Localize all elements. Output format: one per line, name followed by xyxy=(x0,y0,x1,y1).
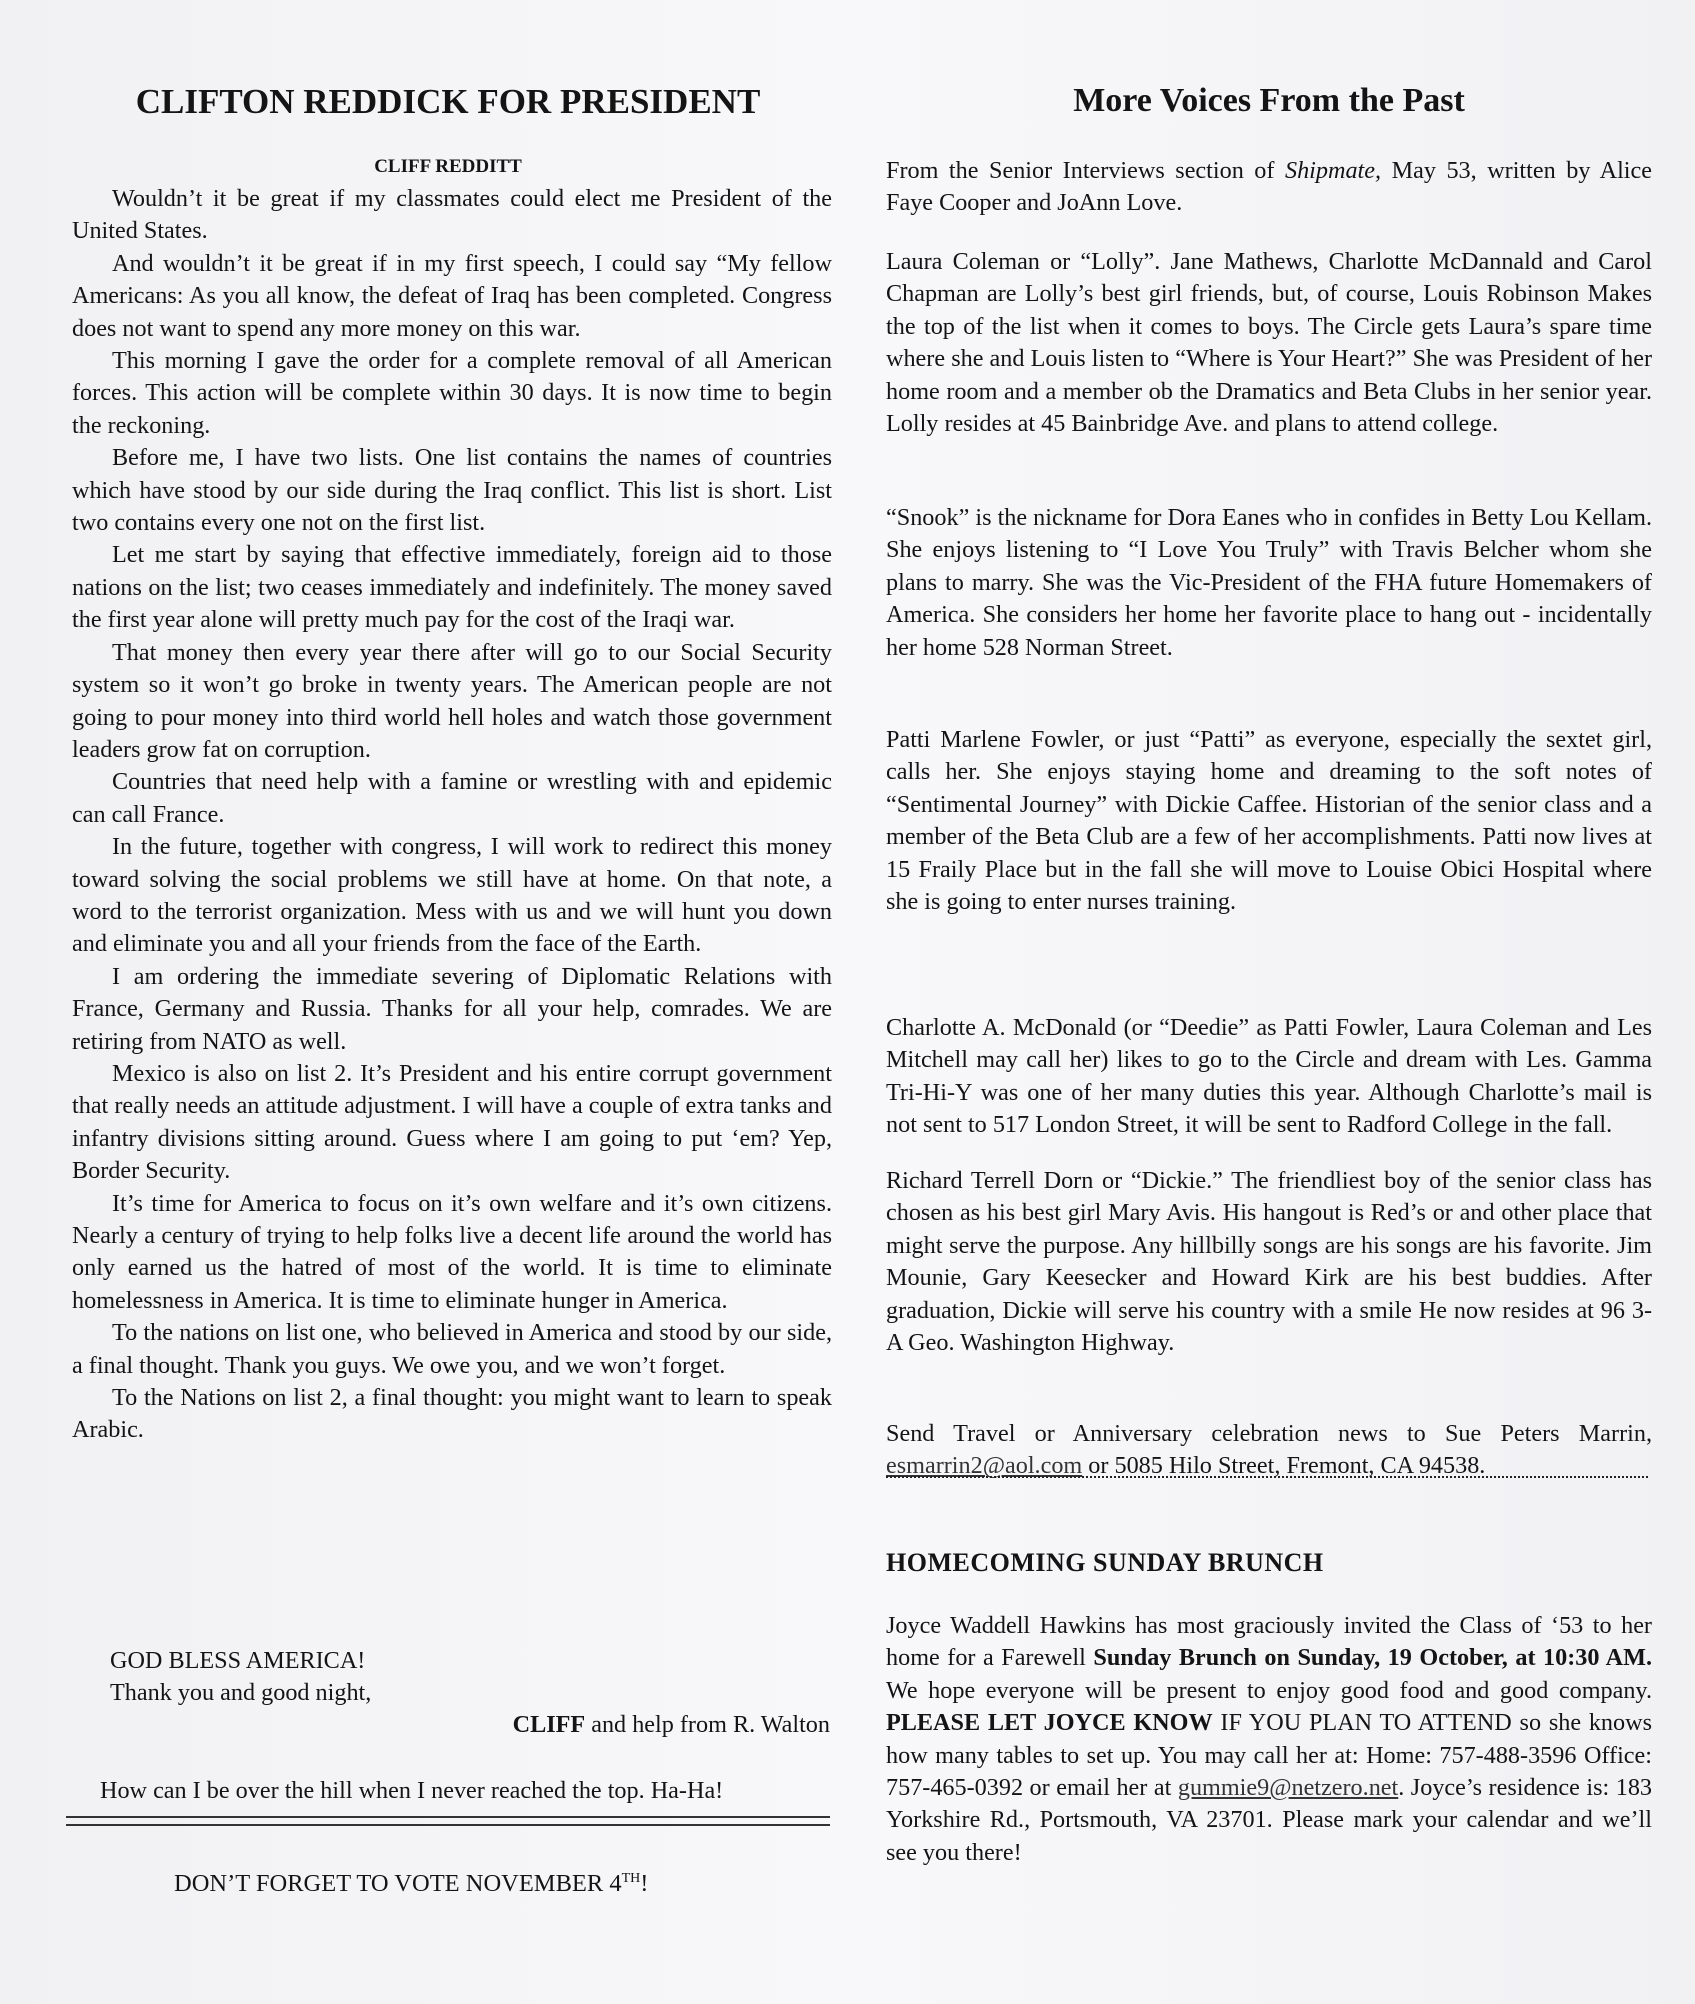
paragraph: Let me start by saying that effective immediately, foreign aid to those nations on the list; two ceases immediately and indefinitely. The money saved the first year alone will pretty much pay for the cost of the Iraqi war. xyxy=(72,541,832,634)
brunch-date: Sunday Brunch on Sunday, 19 October, at 10:30 AM. xyxy=(1093,1644,1652,1672)
closing-thanks: Thank you and good night, xyxy=(110,1679,372,1706)
brunch-paragraph xyxy=(886,1610,1652,1869)
signature xyxy=(513,1709,830,1741)
signature-name: CLIFF xyxy=(512,1711,586,1738)
dotted-divider xyxy=(886,1474,1648,1478)
paragraph: To the nations on list one, who believed in America and stood by our side, a final thought. Thank you guys. We owe you, and we won’t forget. xyxy=(72,1319,832,1379)
closing-bless: GOD BLESS AMERICA! xyxy=(110,1647,366,1674)
profile-paragraph: Laura Coleman or “Lolly”. Jane Mathews, Charlotte McDannald and Carol Chapman are Lolly’s best girl friends, but, of course, Louis Robinson Makes the top of the list when it comes to boys. The Circle gets Laura’s spare time where she and Louis listen to “Where is Your Heart?” She was President of her home room and a member ob the Dramatics and Beta Clubs in her senior year. Lolly resides at 45 Bainbridge Ave. and plans to attend college. xyxy=(886,248,1652,438)
paragraph: Mexico is also on list 2. It’s President and his entire corrupt government that really needs an attitude adjustment. I will have a couple of extra tanks and infantry divisions sitting around. Guess where I am going to put ‘em? Yep, Border Security. xyxy=(72,1059,832,1185)
brunch-text-end: . Joyce’s residence is: 183 Yorkshire Rd., Portsmouth, VA 23701. Please mark your calendar and we’ll see you there! xyxy=(886,1774,1653,1866)
brunch-rsvp: PLEASE LET JOYCE KNOW xyxy=(886,1709,1213,1737)
brunch-heading: HOMECOMING SUNDAY BRUNCH xyxy=(886,1548,1324,1577)
brunch-text: We hope everyone will be present to enjoy good food and good company. xyxy=(886,1676,1652,1704)
paragraph: And wouldn’t it be great if in my first speech, I could say “My fellow Americans: As you all know, the defeat of Iraq has been completed. Congress does not want to spend any more money on this war. xyxy=(72,249,832,342)
article-byline: CLIFF REDDITT xyxy=(374,156,522,177)
vote-text: DON’T FORGET TO VOTE NOVEMBER 4 xyxy=(174,1870,622,1897)
vote-superscript: TH xyxy=(621,1870,641,1886)
intro-text-end: May 53, written by Alice Faye Cooper and JoAnn Love. xyxy=(886,157,1652,217)
profile-paragraph: Charlotte A. McDonald (or “Deedie” as Patti Fowler, Laura Coleman and Les Mitchell may call her) likes to go to the Circle and dream with Les. Gamma Tri-Hi-Y was one of her many duties this year. Although Charlotte’s mail is not sent to 517 London Street, it will be sent to Radford College in the fall. xyxy=(886,1014,1652,1139)
joke-line: How can I be over the hill when I never reached the top. Ha-Ha! xyxy=(100,1777,724,1804)
paragraph: Before me, I have two lists. One list contains the names of countries which have stood by our side during the Iraq conflict. This list is short. List two contains every one not on the first list. xyxy=(72,444,832,537)
paragraph: It’s time for America to focus on it’s own welfare and it’s own citizens. Nearly a century of trying to help folks live a decent life around the world has only earned us the hatred of most of the world. It is time to eliminate homelessness in America. It is time to eliminate hunger in America. xyxy=(72,1189,832,1314)
double-rule-divider xyxy=(66,1816,830,1826)
paragraph: I am ordering the immediate severing of Diplomatic Relations with France, Germany and Russia. Thanks for all your help, comrades. We are retiring from NATO as well. xyxy=(72,962,832,1055)
paragraph: Countries that need help with a famine or wrestling with and epidemic can call France. xyxy=(72,768,832,828)
intro-text: From the Senior Interviews section of xyxy=(886,157,1285,184)
email-link-joyce[interactable]: gummie9@netzero.net xyxy=(1177,1774,1399,1802)
paragraph: Wouldn’t it be great if my classmates could elect me President of the United States. xyxy=(72,185,832,245)
brunch-text: Joyce Waddell Hawkins has most graciously invited the Class of ‘53 to her home for a Farewell xyxy=(886,1612,1652,1672)
paragraph: That money then every year there after will go to our Social Security system so it won’t go broke in twenty years. The American people are not going to pour money into third world hell holes and watch those government leaders grow fat on corruption. xyxy=(72,638,832,763)
brunch-text: IF YOU PLAN TO ATTEND so she knows how many tables to set up. You may call her at: Home: 757-488-3596 Office: 757-465-0392 or email her at xyxy=(886,1709,1652,1802)
article-headline-cliff: CLIFTON REDDICK FOR PRESIDENT xyxy=(135,82,761,121)
vote-exclaim: ! xyxy=(640,1870,649,1897)
publication-name: Shipmate, xyxy=(1284,157,1382,184)
article-body-cliff xyxy=(72,183,832,1447)
paragraph: To the Nations on list 2, a final thought: you might want to learn to speak Arabic. xyxy=(72,1384,832,1444)
email-link-sue[interactable]: esmarrin2@aol.com xyxy=(886,1452,1083,1480)
article-headline-voices: More Voices From the Past xyxy=(1073,82,1465,119)
send-text-end: or 5085 Hilo Street, Fremont, CA 94538. xyxy=(1082,1452,1486,1480)
intro-paragraph xyxy=(886,155,1652,220)
send-text: Send Travel or Anniversary celebration news to Sue Peters Marrin, xyxy=(886,1420,1652,1447)
profile-paragraph: Patti Marlene Fowler, or just “Patti” as everyone, especially the sextet girl, calls her. She enjoys staying home and dreaming to the soft notes of “Sentimental Journey” with Dickie Caffee. Historian of the senior class and a member of the Beta Club are a few of her accomplishments. Patti now lives at 15 Fraily Place but in the fall she will move to Louise Obici Hospital where she is going to enter nurses training. xyxy=(886,726,1652,916)
paragraph: In the future, together with congress, I will work to redirect this money toward solving the social problems we still have at home. On that note, a word to the terrorist organization. Mess with us and we will hunt you down and eliminate you and all your friends from the face of the Earth. xyxy=(72,833,832,958)
signature-rest: and help from R. Walton xyxy=(585,1711,830,1738)
paragraph: This morning I gave the order for a complete removal of all American forces. This action will be complete within 30 days. It is now time to begin the reckoning. xyxy=(72,347,832,439)
profile-paragraph: “Snook” is the nickname for Dora Eanes who in confides in Betty Lou Kellam. She enjoys listening to “I Love You Truly” with Travis Belcher whom she plans to marry. She was the Vic-President of the FHA future Homemakers of America. She considers her home her favorite place to hang out - incidentally her home 528 Norman Street. xyxy=(886,504,1652,661)
profile-paragraph: Richard Terrell Dorn or “Dickie.” The friendliest boy of the senior class has chosen as his best girl Mary Avis. His hangout is Red’s or and other place that might serve the purpose. Any hillbilly songs are his songs are his favorite. Jim Mounie, Gary Keesecker and Howard Kirk are his best buddies. After graduation, Dickie will serve his country with a smile He now resides at 96 3-A Geo. Washington Highway. xyxy=(886,1167,1652,1357)
vote-reminder xyxy=(174,1870,648,1898)
